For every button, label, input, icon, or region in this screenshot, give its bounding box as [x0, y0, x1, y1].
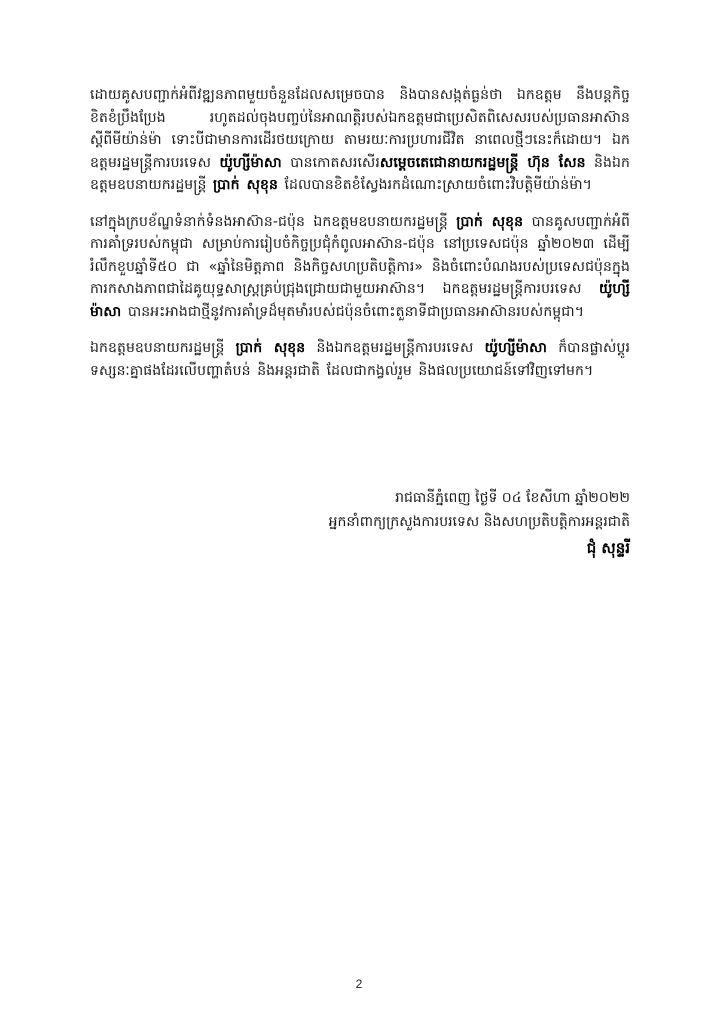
text-run: និងឯកឧត្តមរដ្ឋមន្ត្រីការបរទេស — [305, 340, 485, 356]
text-run: នៅក្នុងក្របខ័ណ្ឌទំនាក់ទំនងអាស៊ាន-ជប៉ុន ឯកឧត្តមឧបនាយករដ្ឋមន្ត្រី — [90, 213, 457, 230]
text-run: និងឯកឧត្តមឧបនាយករដ្ឋមន្ត្រី — [90, 154, 631, 193]
signature-block — [329, 486, 630, 560]
bold-name-run: ប្រាក់ សុខុន — [235, 340, 306, 356]
text-run: ក៏បានផ្លាស់ប្តូរទស្សនៈគ្នាផងដែរលើបញ្ហាតំបន់ និងអន្តរជាតិ ដែលជាកង្វល់រួម និងផលប្រយោជន៍ទៅវិញទៅមក។ — [90, 340, 630, 379]
paragraph — [90, 337, 630, 382]
paragraph — [90, 211, 630, 324]
spokesperson-office-line: អ្នកនាំពាក្យក្រសួងការបរទេស និងសហប្រតិបត្តិការអន្តរជាតិ — [328, 514, 630, 530]
text-run: ដោយគូសបញ្ជាក់អំពីវឌ្ឍនភាពមួយចំនួនដែលសម្រេចបាន និងបានសង្កត់ធ្ងន់ថា ឯកឧត្តម នឹងបន្តកិច្ចខិតខំប្រឹងប្រែង រហូតដល់ចុងបញ្ចប់នៃអាណត្តិរបស់ឯកឧត្តមជាប្រេសិតពិសេសរបស់ប្រធានអាស៊ានស្តីពីមីយ៉ាន់ម៉ា ទោះបីជាមានការដើរថយក្រោយ តាមរយៈការប្រហារជីវិត នាពេលថ្មីៗនេះក៏ដោយ។ ឯកឧត្តមរដ្ឋមន្ត្រីការបរទេស — [90, 87, 630, 171]
text-run: បានកោតសរសើរ — [281, 154, 380, 171]
text-run: បានគូសបញ្ជាក់អំពីការគាំទ្ររបស់កម្ពុជា សម្រាប់ការរៀបចំកិច្ចប្រជុំកំពូលអាស៊ាន-ជប៉ុន នៅប្រទេសជប៉ុន ឆ្នាំ២០២៣ ដើម្បីរំលឹកខួបឆ្នាំទី៥០ ជា «ឆ្នាំនៃមិត្តភាព និងកិច្ចសហប្រតិបត្តិការ» និងចំពោះបំណងរបស់ប្រទេសជប៉ុនក្នុងការកសាងភាពជាដៃគូយុទ្ធសាស្ត្រគ្រប់ជ្រុងជ្រោយជាមួយអាស៊ាន។ ឯកឧត្តមរដ្ឋមន្ត្រីការបរទេស — [90, 213, 630, 297]
place-date-line: រាជធានីភ្នំពេញ ថ្ងៃទី ០៤ ខែសីហា ឆ្នាំ២០២២ — [395, 490, 630, 506]
bold-name-run: យ៉ូហ្សីម៉ាសា — [219, 154, 282, 171]
text-run: បានអះអាងជាថ្មីនូវការគាំទ្រដ៏មុតមាំរបស់ជប៉ុនចំពោះតួនាទីជាប្រធានអាស៊ានរបស់កម្ពុជា។ — [121, 303, 585, 320]
bold-name-run: សម្តេចតេជោនាយករដ្ឋមន្ត្រី ហ៊ុន សែន — [379, 154, 586, 171]
text-run: ឯកឧត្តមឧបនាយករដ្ឋមន្ត្រី — [90, 340, 236, 356]
bold-name-run: យ៉ូហ្សីម៉ាសា — [90, 281, 630, 320]
bold-name-run: យ៉ូហ្សីម៉ាសា — [484, 340, 547, 356]
page-number: 2 — [355, 977, 363, 991]
paragraph — [90, 84, 630, 197]
bold-name-run: ប្រាក់ សុខុន — [456, 213, 524, 230]
text-run: ដែលបានខិតខំស្វែងរកដំណោះស្រាយចំពោះវិបត្តិមីយ៉ាន់ម៉ា។ — [277, 177, 592, 193]
document-body — [90, 84, 630, 396]
bold-name-run: ប្រាក់ សុខុន — [213, 177, 278, 193]
signer-name: ជុំ សុន្ទរី — [586, 539, 630, 557]
